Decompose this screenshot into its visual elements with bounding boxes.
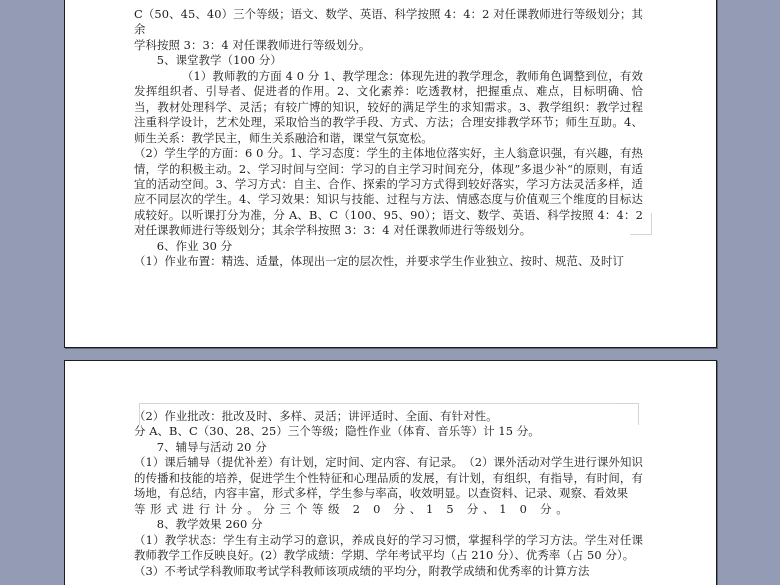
- paragraph: （3）不考试学科教师取考试学科教师该项成绩的平均分，附教学成绩和优秀率的计算方法: [134, 563, 590, 578]
- paragraph-heading-6: 6、作业 30 分: [156, 238, 233, 253]
- paragraph: （2）作业批改：批改及时、多样、灵活；讲评适时、全面、有针对性。: [134, 409, 498, 423]
- paragraph: 学科按照 3：3：4 对任课教师进行等级划分。: [134, 37, 371, 52]
- paragraph: （1）教师教的方面 4 0 分 1、教学理念：体现先进的教学理念，教师角色调整到位，有效发挥组织者、引导者、促进者的作用。2、文化素养：吃透教材，把握重点、难点，目标明确、恰当，教材处理科学、灵活；有较广博的知识，较好的满足学生的求知需求。3、教学组织：教学过程注重科学设计，艺术处理，采取恰当的教学手段、方式、方法；合理安排教学环节；师生互助。4、师生关系：教学民主，师生关系融洽和谐，课堂气氛宽松。: [134, 68, 643, 145]
- page-1-text-block: [134, 7, 643, 270]
- paragraph: 分 A、B、C（30、28、25）三个等级；隐性作业（体育、音乐等）计 15 分。: [134, 424, 540, 439]
- document-page-2: [64, 360, 717, 585]
- paragraph: 等形式进行计分。分三个等级 2 0 分、1 5 分、1 0 分。: [134, 501, 573, 516]
- page-1-content: [65, 0, 716, 347]
- paragraph: （1）作业布置：精选、适量，体现出一定的层次性，并要求学生作业独立、按时、规范、及时订: [134, 254, 624, 269]
- paragraph: （2）学生学的方面：6 0 分。1、学习态度：学生的主体地位落实好，主人翁意识强，有兴趣，有热情，学的积极主动。2、学习时间与空间：学习的自主学习时间充分，体现”多退少补“的原则，有适宜的活动空间。3、学习方式：自主、合作、探索的学习方式得到较好落实，学习方法灵活多样，适应不同层次的学生。4、学习效果：知识与技能、过程与方法、情感态度与价值观三个维度的目标达成较好。以听课打分为准，分 A、B、C（100、95、90）；语文、数学、英语、科学按照 4：4：2 对任课教师进行等级划分；其余学科按照 3：3：4 对任课教师进行等级划分。: [134, 146, 643, 238]
- paragraph-heading-7: 7、辅导与活动 20 分: [156, 439, 267, 454]
- paragraph-heading-8: 8、教学效果 260 分: [156, 517, 263, 532]
- paragraph-heading-5: 5、课堂教学（100 分）: [156, 53, 282, 68]
- page-2-text-block: [134, 409, 643, 579]
- paragraph: C（50、45、40）三个等级；语文、数学、英语、科学按照 4：4：2 对任课教师进行等级划分；其余: [134, 7, 643, 37]
- paragraph: （1）课后辅导（提优补差）有计划，定时间、定内容、有记录。 （2）课外活动对学生进行课外知识的传播和技能的培养，促进学生个性特征和心理品质的发展，有计划，有组织，有指导，有时间，有场地，有总结，内容丰富，形式多样，学生参与率高，收效明显。以查资料、记录、观察、看效果: [134, 455, 643, 501]
- margin-top-rule: [161, 403, 617, 404]
- page-2-content: [65, 361, 716, 585]
- document-page-1: [64, 0, 717, 348]
- paragraph: （1）教学状态：学生有主动学习的意识，养成良好的学习习惯，掌握科学的学习方法。学生对任课教师教学工作反映良好。(2）教学成绩：学期、学年考试平均（占 210 分）、优秀率（占 50 分）。: [134, 532, 643, 563]
